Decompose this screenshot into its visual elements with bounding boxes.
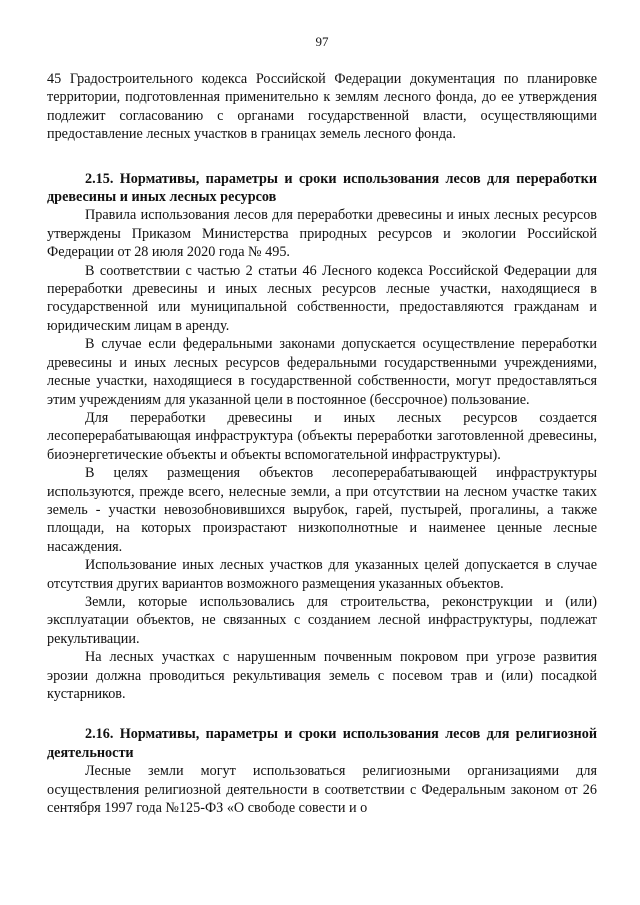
page-number: 97	[315, 34, 329, 49]
section-paragraph: Правила использования лесов для переработки древесины и иных лесных ресурсов утверждены Приказом Министерства природных ресурсов и экологии Российской Федерации от 28 июля 2020 года № 495.	[47, 207, 597, 261]
section-paragraph: В случае если федеральными законами допускается осуществление переработки древесины и иных лесных ресурсов федеральными государственными учреждениями, лесные участки, находящиеся в государственной собственности, могут предоставляться этим учреждениям для указанной цели в постоянное (бессрочное) пользование.	[47, 336, 597, 408]
section-heading: 2.15. Нормативы, параметры и сроки использования лесов для переработки древесины и иных лесных ресурсов	[47, 170, 597, 206]
section-2-15	[47, 170, 597, 704]
document-page	[47, 34, 597, 817]
section-heading: 2.16. Нормативы, параметры и сроки использования лесов для религиозной деятельности	[47, 726, 597, 761]
section-spacer	[47, 144, 597, 170]
section-paragraph: Лесные земли могут использоваться религиозными организациями для осуществления религиозной деятельности в соответствии с Федеральным законом от 26 сентября 1997 года №125-ФЗ «О свободе совести и о	[47, 763, 597, 817]
intro-paragraph: 45 Градостроительного кодекса Российской Федерации документация по планировке территории, подготовленная применительно к землям лесного фонда, до ее утверждения подлежит согласованию с органами государственной власти, осуществляющими предоставление лесных участков в границах земель лесного фонда.	[47, 71, 597, 143]
section-paragraph: На лесных участках с нарушенным почвенным покровом при угрозе развития эрозии должна проводиться рекультивация земель с посевом трав и (или) посадкой кустарников.	[47, 649, 597, 702]
section-paragraph: Земли, которые использовались для строительства, реконструкции и (или) эксплуатации объектов, не связанных с созданием лесной инфраструктуры, подлежат рекультивации.	[47, 593, 597, 647]
section-spacer	[47, 703, 597, 725]
section-2-16	[47, 725, 597, 817]
section-paragraph: Использование иных лесных участков для указанных целей допускается в случае отсутствия других вариантов возможного размещения указанных объектов.	[47, 557, 597, 592]
section-paragraph: В целях размещения объектов лесоперерабатывающей инфраструктуры используются, прежде всего, нелесные земли, а при отсутствии на лесном участке таких земель - участки невозобновившихся вырубок, гарей, пустырей, прогалины, а также площади, на которых произрастают низкополнотные и наименее ценные лесные насаждения.	[47, 465, 597, 555]
section-paragraph: Для переработки древесины и иных лесных ресурсов создается лесоперерабатывающая инфраструктура (объекты переработки заготовленной древесины, биоэнергетические объекты и объекты вспомогательной инфраструктуры).	[47, 409, 597, 463]
section-paragraph: В соответствии с частью 2 статьи 46 Лесного кодекса Российской Федерации для переработки древесины и иных лесных ресурсов лесные участки, находящиеся в государственной или муниципальной собственности, предоставляются гражданам и юридическим лицам в аренду.	[47, 262, 597, 334]
